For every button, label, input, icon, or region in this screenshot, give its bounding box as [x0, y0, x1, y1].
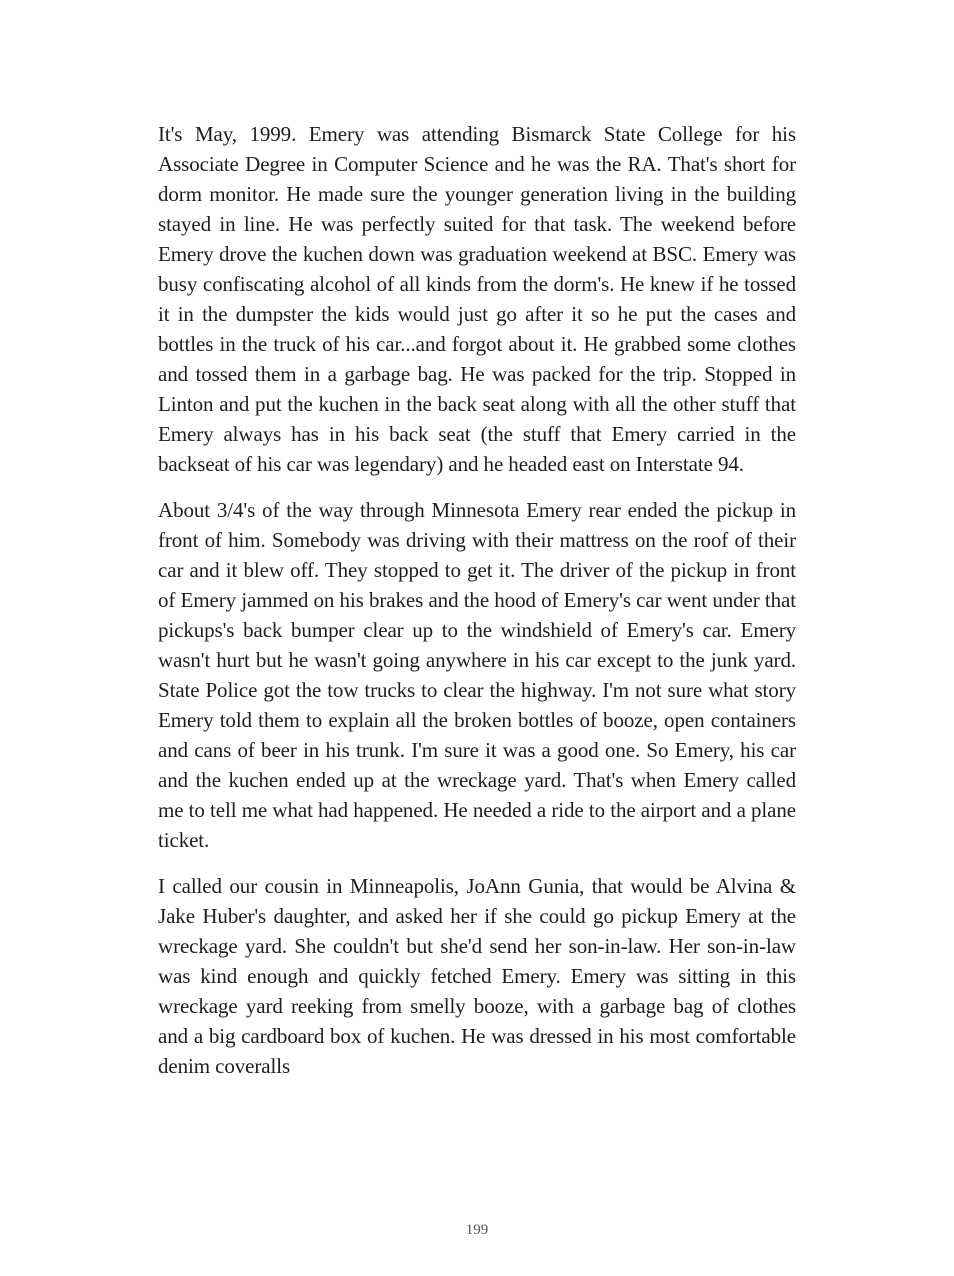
page-number: 199 — [465, 1222, 489, 1238]
body-text — [158, 119, 796, 1081]
paragraph-1: It's May, 1999. Emery was attending Bismarck State College for his Associate Degree in Computer Science and he was the RA. That's short for dorm monitor. He made sure the younger generation living in the building stayed in line. He was perfectly suited for that task. The weekend before Emery drove the kuchen down was graduation weekend at BSC. Emery was busy confiscating alcohol of all kinds from the dorm's. He knew if he tossed it in the dumpster the kids would just go after it so he put the cases and bottles in the truck of his car...and forgot about it. He grabbed some clothes and tossed them in a garbage bag. He was packed for the trip. Stopped in Linton and put the kuchen in the back seat along with all the other stuff that Emery always has in his back seat (the stuff that Emery carried in the backseat of his car was legendary) and he headed east on Interstate 94. — [158, 122, 796, 476]
paragraph-3: I called our cousin in Minneapolis, JoAnn Gunia, that would be Alvina & Jake Huber's daughter, and asked her if she could go pickup Emery at the wreckage yard. She couldn't but she'd send her son-in-law. Her son-in-law was kind enough and quickly fetched Emery. Emery was sitting in this wreckage yard reeking from smelly booze, with a garbage bag of clothes and a big cardboard box of kuchen. He was dressed in his most comfortable denim coveralls — [158, 874, 796, 1078]
paragraph-2: About 3/4's of the way through Minnesota Emery rear ended the pickup in front of him. Somebody was driving with their mattress on the roof of their car and it blew off. They stopped to get it. The driver of the pickup in front of Emery jammed on his brakes and the hood of Emery's car went under that pickups's back bumper clear up to the windshield of Emery's car. Emery wasn't hurt but he wasn't going anywhere in his car except to the junk yard. State Police got the tow trucks to clear the highway. I'm not sure what story Emery told them to explain all the broken bottles of booze, open containers and cans of beer in his trunk. I'm sure it was a good one. So Emery, his car and the kuchen ended up at the wreckage yard. That's when Emery called me to tell me what had happened. He needed a ride to the airport and a plane ticket. — [158, 498, 796, 852]
